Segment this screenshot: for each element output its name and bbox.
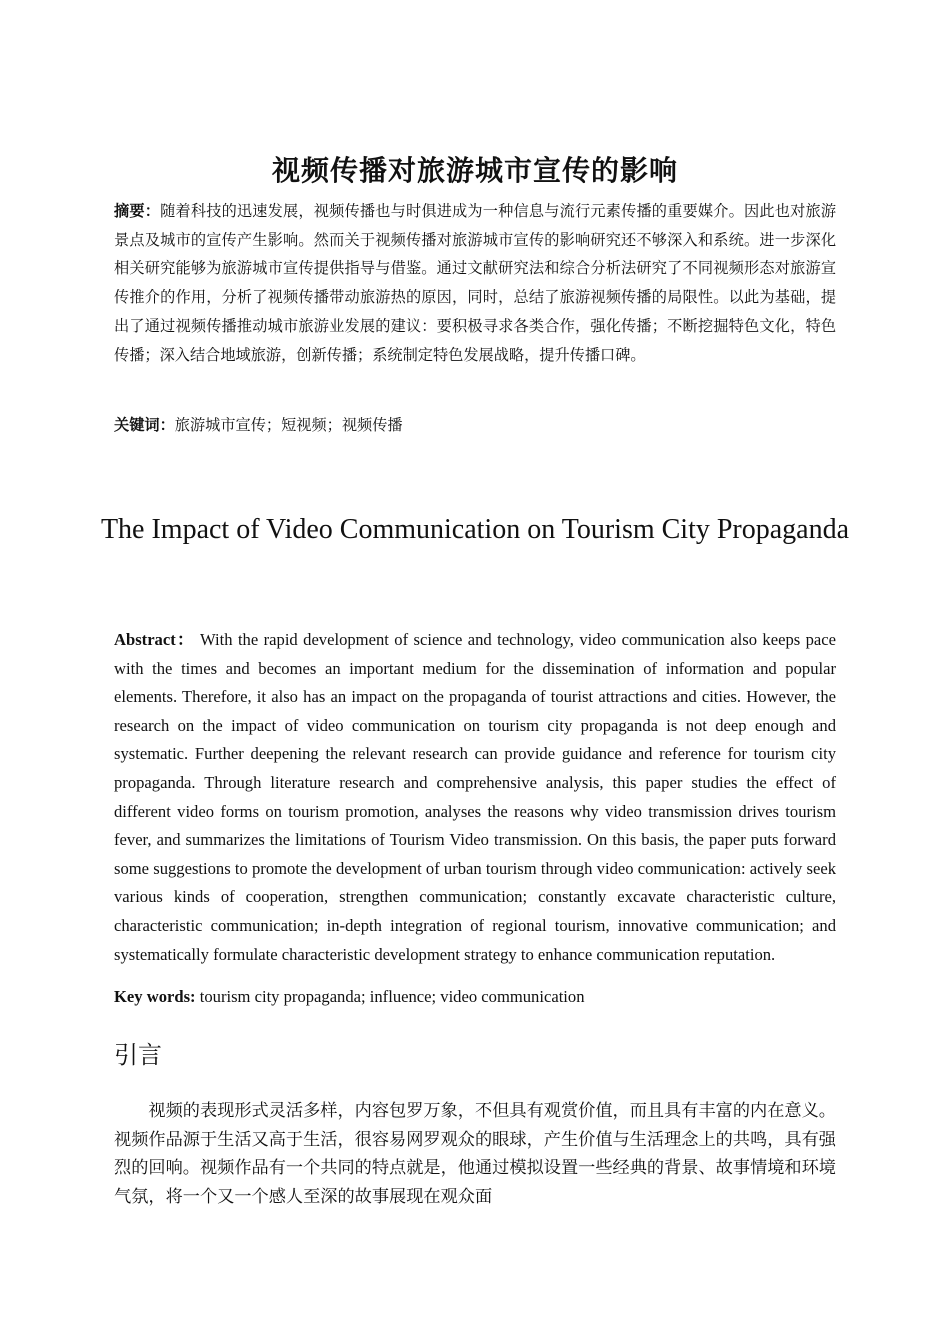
english-keywords-text: tourism city propaganda; influence; video communication (199, 987, 585, 1006)
english-title: The Impact of Video Communication on Tourism City Propaganda (100, 514, 850, 545)
english-abstract-label: Abstract： (114, 630, 195, 649)
english-abstract (114, 626, 836, 969)
english-keywords (114, 983, 836, 1011)
english-abstract-text: With the rapid development of science and technology, video communication also keeps pace with the times and becomes an important medium for the dissemination of information and popular elements. Therefore, it also has an impact on the propaganda of tourist attractions and cities. However, the research on the impact of video communication on tourism city propaganda is not deep enough and systematic. Further deepening the relevant research can provide guidance and reference for tourism city propaganda. Through literature research and comprehensive analysis, this paper studies the effect of different video forms on tourism promotion, analyses the reasons why video transmission drives tourism fever, and summarizes the limitations of Tourism Video transmission. On this basis, the paper puts forward some suggestions to promote the development of urban tourism through video communication: actively seek various kinds of cooperation, strengthen communication; constantly excavate characteristic culture, characteristic communication; in-depth integration of regional tourism, innovative communication; and systematically formulate characteristic development strategy to enhance communication reputation. (114, 630, 837, 964)
introduction-paragraph: 视频的表现形式灵活多样，内容包罗万象，不但具有观赏价值，而且具有丰富的内在意义。视频作品源于生活又高于生活，很容易网罗观众的眼球，产生价值与生活理念上的共鸣，具有强烈的回响。视频作品有一个共同的特点就是，他通过模拟设置一些经典的背景、故事情境和环境气氛，将一个又一个感人至深的故事展现在观众面 (114, 1101, 836, 1207)
english-keywords-label: Key words: (114, 987, 196, 1006)
chinese-abstract (114, 197, 836, 369)
chinese-keywords-label: 关键词： (114, 416, 175, 434)
chinese-abstract-label: 摘要： (114, 202, 161, 220)
chinese-title: 视频传播对旅游城市宣传的影响 (271, 153, 678, 187)
chinese-keywords-text: 旅游城市宣传；短视频；视频传播 (174, 416, 403, 434)
introduction-heading: 引言 (114, 1041, 162, 1069)
chinese-keywords (114, 411, 836, 439)
chinese-abstract-text: 随着科技的迅速发展，视频传播也与时俱进成为一种信息与流行元素传播的重要媒介。因此也对旅游景点及城市的宣传产生影响。然而关于视频传播对旅游城市宣传的影响研究还不够深入和系统。进一步深化相关研究能够为旅游城市宣传提供指导与借鉴。通过文献研究法和综合分析法研究了不同视频形态对旅游宣传推介的作用，分析了视频传播带动旅游热的原因，同时，总结了旅游视频传播的局限性。以此为基础，提出了通过视频传播推动城市旅游业发展的建议：要积极寻求各类合作，强化传播；不断挖掘特色文化，特色传播；深入结合地域旅游，创新传播；系统制定特色发展战略，提升传播口碑。 (114, 202, 837, 364)
